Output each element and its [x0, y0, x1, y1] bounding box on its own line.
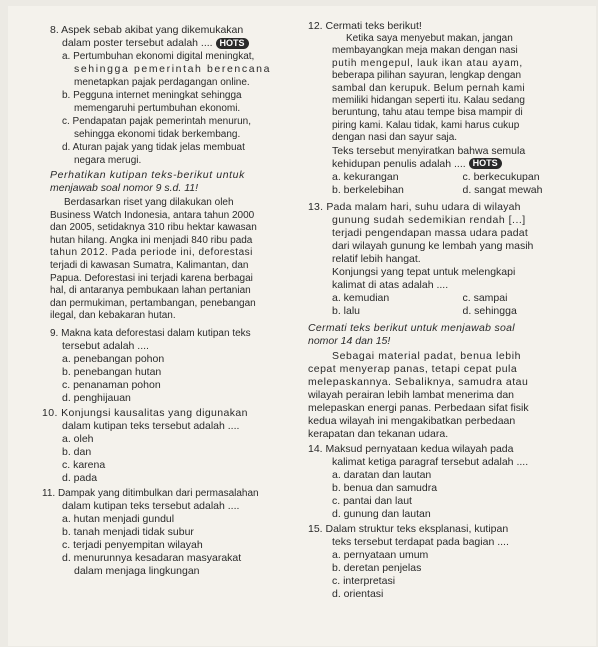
question-9: 9. Makna kata deforestasi dalam kutipan teks tersebut adalah .... a. penebangan pohon b. penebangan hutan c. penanaman pohon d. penghijauan: [50, 327, 290, 405]
question-11: 11. Dampak yang ditimbulkan dari permasalahan dalam kutipan teks tersebut adalah .... a. hutan menjadi gundul b. tanah menjadi tidak subur c. terjadi penyempitan wilayah d. menurunnya kesadaran masyarakat dalam menjaga lingkungan: [42, 487, 290, 578]
q8-option-b[interactable]: b. Pegguna internet meningkat sehingga memengaruhi pertumbuhan ekonomi.: [62, 90, 242, 114]
question-10: 10. Konjungsi kausalitas yang digunakan dalam kutipan teks tersebut adalah .... a. oleh b. dan c. karena d. pada: [42, 407, 290, 485]
q13-option-c[interactable]: c. sampai: [462, 291, 508, 304]
q13-option-b[interactable]: b. lalu: [332, 304, 361, 317]
q15-option-a[interactable]: a. pernyataan umum: [332, 548, 429, 561]
q14-option-b[interactable]: b. benua dan samudra: [332, 481, 438, 494]
worksheet-page: [8, 6, 596, 646]
question-15: 15. Dalam struktur teks eksplanasi, kutipan teks tersebut terdapat pada bagian .... a. pernyataan umum b. deretan penjelas c. interpretasi d. orientasi: [308, 523, 593, 601]
q8-option-d[interactable]: d. Aturan pajak yang tidak jelas membuat negara merugi.: [62, 142, 245, 166]
passage-benua: Sebagai material padat, benua lebih cepat menyerap panas, tetapi cepat pula melepaskannya. Sebaliknya, samudra atau wilayah perairan lebih lambat menerima dan melepaskan energi panas. Perbedaan sifat fisik kedua wilayah ini mengakibatkan perbedaan kerapatan dan tekanan udara.: [308, 349, 529, 440]
q9-option-a[interactable]: a. penebangan pohon: [62, 352, 165, 365]
q11-option-a[interactable]: a. hutan menjadi gundul: [62, 512, 175, 525]
question-13: 13. Pada malam hari, suhu udara di wilayah gunung sudah sedemikian rendah [...] terjadi pengendapan massa udara padat dari wilayah gunung ke lembah yang masih relatif lebih hangat. Konjungsi yang tepat untuk melengkapi kalimat di atas adalah .... a. kemudian c. sampai b. lalu d. sehingga: [308, 201, 593, 318]
q14-option-c[interactable]: c. pantai dan laut: [332, 494, 412, 507]
question-12: 12. Cermati teks berikut! Ketika saya menyebut makan, jangan membayangkan meja makan dengan nasi putih mengepul, lauk ikan atau ayam, beberapa pilihan sayuran, lengkap dengan sambal dan kerupuk. Belum pernah kami memiliki hidangan seperti itu. Kalau sedang beruntung, tahu atau tempe bisa mampir di piring kami. Kalau tidak, kami harus cukup dengan nasi dan sayur saja. Teks tersebut menyiratkan bahwa semula kehidupan penulis adalah .... HOTS a. kekurangan c. berkecukupan b. berkelebihan d. sangat mewah: [308, 20, 593, 197]
instruction-9-11: Perhatikan kutipan teks-berikut untuk menjawab soal nomor 9 s.d. 11!: [50, 169, 245, 194]
right-column: [308, 20, 593, 601]
q14-option-a[interactable]: a. daratan dan lautan: [332, 468, 432, 481]
q13-option-d[interactable]: d. sehingga: [462, 304, 517, 317]
q13-option-a[interactable]: a. kemudian: [332, 291, 390, 304]
q8-stem-line: dalam poster tersebut adalah .... HOTS: [50, 37, 290, 50]
question-14: 14. Maksud pernyataan kedua wilayah pada kalimat ketiga paragraf tersebut adalah .... a. daratan dan lautan b. benua dan samudra c. pantai dan laut d. gunung dan lautan: [308, 443, 593, 521]
q8-stem-line: 8. Aspek sebab akibat yang dikemukakan: [50, 24, 244, 36]
q11-option-c[interactable]: c. terjadi penyempitan wilayah: [62, 538, 203, 551]
q11-option-d-cont: dalam menjaga lingkungan: [74, 564, 200, 577]
q15-option-b[interactable]: b. deretan penjelas: [332, 561, 422, 574]
q12-option-c[interactable]: c. berkecukupan: [462, 170, 540, 183]
instruction-14-15: Cermati teks berikut untuk menjawab soal nomor 14 dan 15!: [308, 321, 515, 347]
passage-makan: Ketika saya menyebut makan, jangan membayangkan meja makan dengan nasi putih mengepul, lauk ikan atau ayam, beberapa pilihan sayuran, lengkap dengan sambal dan kerupuk. Belum pernah kami memiliki hidangan seperti itu. Kalau sedang beruntung, tahu atau tempe bisa mampir di piring kami. Kalau tidak, kami harus cukup dengan nasi dan sayur saja.: [332, 33, 525, 144]
q8-option-a[interactable]: a. Pertumbuhan ekonomi digital meningkat, sehingga pemerintah berencana menetapkan pajak perdagangan online.: [62, 51, 272, 88]
q11-option-b[interactable]: b. tanah menjadi tidak subur: [62, 525, 194, 538]
q10-option-a[interactable]: a. oleh: [62, 432, 94, 445]
q10-option-d[interactable]: d. pada: [62, 471, 98, 484]
question-8: [50, 24, 290, 167]
passage-deforestasi: Berdasarkan riset yang dilakukan oleh Business Watch Indonesia, antara tahun 2000 dan 2005, setidaknya 310 ribu hektar kawasan hutan hilang. Angka ini menjadi 840 ribu pada tahun 2012. Pada periode ini, deforestasi terjadi di kawasan Sumatra, Kalimantan, dan Papua. Deforestasi ini terjadi karena berbagai hal, di antaranya pembukaan lahan pertanian dan permukiman, pertambangan, penebangan ilegal, dan kebakaran hutan.: [50, 197, 257, 322]
hots-badge: HOTS: [216, 38, 249, 49]
q11-option-d[interactable]: d. menurunnya kesadaran masyarakat: [62, 551, 242, 564]
q8-option-c[interactable]: c. Pendapatan pajak pemerintah menurun, sehingga ekonomi tidak berkembang.: [62, 116, 252, 140]
hots-badge: HOTS: [469, 158, 502, 169]
q10-option-c[interactable]: c. karena: [62, 458, 106, 471]
q12-option-b[interactable]: b. berkelebihan: [332, 183, 404, 196]
left-column: [42, 24, 290, 578]
q9-option-c[interactable]: c. penanaman pohon: [62, 378, 161, 391]
q9-option-d[interactable]: d. penghijauan: [62, 391, 131, 404]
q12-option-a[interactable]: a. kekurangan: [332, 170, 399, 183]
q15-option-d[interactable]: d. orientasi: [332, 587, 384, 600]
q10-option-b[interactable]: b. dan: [62, 445, 92, 458]
q9-option-b[interactable]: b. penebangan hutan: [62, 365, 162, 378]
q12-option-d[interactable]: d. sangat mewah: [462, 183, 543, 196]
q14-option-d[interactable]: d. gunung dan lautan: [332, 507, 431, 520]
q15-option-c[interactable]: c. interpretasi: [332, 574, 396, 587]
